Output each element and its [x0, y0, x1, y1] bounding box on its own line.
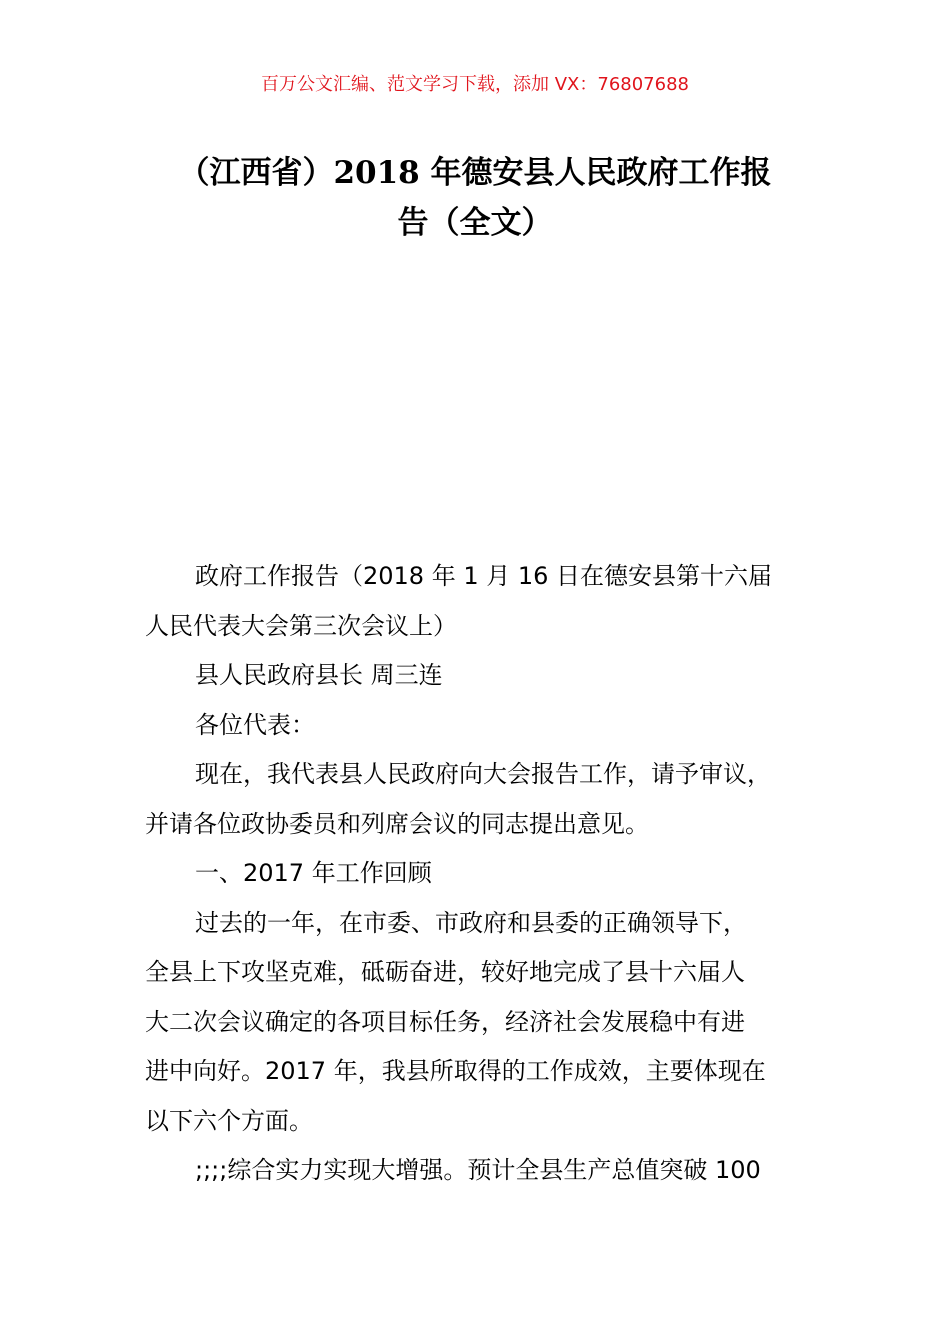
paragraph-line: 大二次会议确定的各项目标任务，经济社会发展稳中有进	[145, 1007, 745, 1036]
paragraph-line: ;;;;综合实力实现大增强。预计全县生产总值突破 100	[195, 1156, 761, 1184]
paragraph-line: 并请各位政协委员和列席会议的同志提出意见。	[145, 809, 649, 838]
document-title	[150, 148, 800, 248]
section-heading: 一、2017 年工作回顾	[195, 859, 432, 887]
paragraph-line: 县人民政府县长 周三连	[195, 661, 443, 689]
document-body	[145, 552, 810, 1196]
paragraph-line: 全县上下攻坚克难，砥砺奋进，较好地完成了县十六届人	[145, 958, 745, 986]
document-title-line-1: （江西省）2018 年德安县人民政府工作报	[178, 155, 772, 191]
document-title-line-2: 告（全文）	[397, 205, 553, 241]
paragraph-line: 现在，我代表县人民政府向大会报告工作，请予审议，	[195, 760, 771, 788]
paragraph-line: 政府工作报告（2018 年 1 月 16 日在德安县第十六届	[195, 562, 773, 590]
paragraph-line: 各位代表：	[195, 710, 315, 739]
paragraph-line: 进中向好。2017 年，我县所取得的工作成效，主要体现在	[145, 1057, 766, 1085]
paragraph-line: 人民代表大会第三次会议上）	[145, 611, 457, 640]
paragraph-line: 以下六个方面。	[145, 1106, 313, 1135]
paragraph-line: 过去的一年，在市委、市政府和县委的正确领导下，	[195, 908, 747, 937]
header-watermark-note: 百万公文汇编、范文学习下载，添加 VX：76807688	[261, 74, 689, 95]
